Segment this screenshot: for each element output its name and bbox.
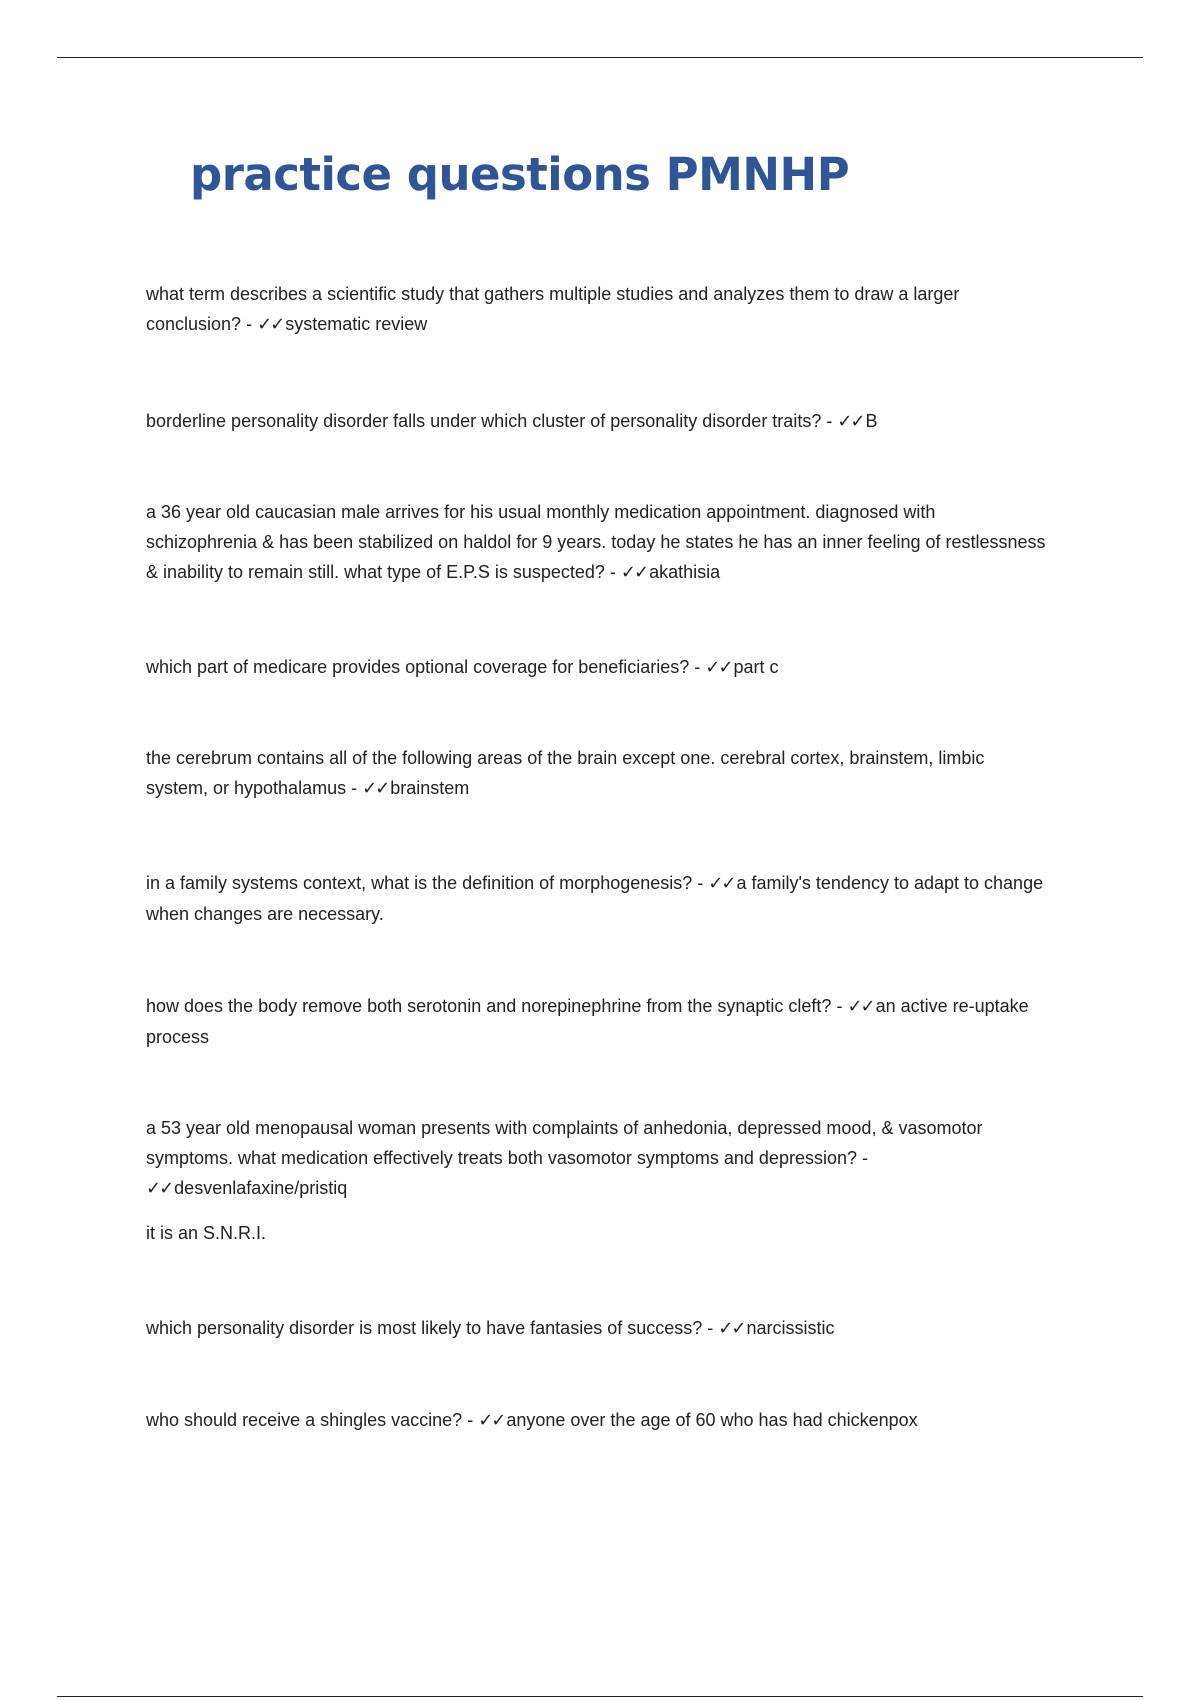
separator: - [241, 314, 258, 334]
answer-text: B [865, 411, 878, 431]
separator: - [346, 778, 363, 798]
qa-item [146, 1313, 1046, 1344]
qa-item [146, 1113, 1046, 1248]
answer-text: systematic review [285, 314, 428, 334]
double-check-icon: ✓✓ [705, 657, 732, 678]
question-text: which personality disorder is most likely to have fantasies of success? [146, 1318, 703, 1338]
question-text: how does the body remove both serotonin and norepinephrine from the synaptic cleft? [146, 996, 832, 1016]
separator: - [692, 873, 709, 893]
qa-item [146, 652, 1046, 683]
double-check-icon: ✓✓ [478, 1410, 505, 1431]
qa-item [146, 743, 1046, 804]
qa-item [146, 406, 1046, 437]
separator: - [689, 657, 706, 677]
question-text: who should receive a shingles vaccine? [146, 1410, 463, 1430]
separator: - [857, 1148, 868, 1168]
answer-note: it is an S.N.R.I. [146, 1223, 267, 1243]
double-check-icon: ✓✓ [620, 562, 648, 583]
question-text: which part of medicare provides optional coverage for beneficiaries? [146, 657, 690, 677]
answer-text: akathisia [649, 562, 721, 582]
qa-item [146, 1405, 1046, 1436]
qa-item [146, 991, 1046, 1052]
qa-item [146, 868, 1046, 929]
separator: - [821, 411, 838, 431]
top-rule [57, 57, 1143, 58]
answer-text: a family's tendency to adapt to change when changes are necessary. [146, 873, 1044, 924]
double-check-icon: ✓✓ [837, 411, 864, 432]
answer-text: anyone over the age of 60 who has had chickenpox [506, 1410, 918, 1430]
qa-item [146, 279, 1046, 340]
double-check-icon: ✓✓ [718, 1318, 745, 1339]
double-check-icon: ✓✓ [362, 778, 389, 799]
question-text: a 53 year old menopausal woman presents with complaints of anhedonia, depressed mood, & vasomotor symptoms. what medication effectively treats both vasomotor symptoms and depression? [146, 1118, 983, 1168]
answer-text: brainstem [390, 778, 470, 798]
page-title: practice questions PMNHP [190, 148, 850, 201]
question-text: borderline personality disorder falls under which cluster of personality disorder traits? [146, 411, 822, 431]
question-text: the cerebrum contains all of the following areas of the brain except one. cerebral cortex, brainstem, limbic system, or hypothalamus [146, 748, 985, 798]
answer-text: part c [733, 657, 779, 677]
bottom-rule [57, 1696, 1143, 1697]
double-check-icon: ✓✓ [146, 1178, 173, 1199]
qa-item [146, 497, 1046, 588]
answer-text: an active re-uptake process [146, 996, 1029, 1047]
double-check-icon: ✓✓ [257, 314, 284, 335]
question-text: in a family systems context, what is the definition of morphogenesis? [146, 873, 693, 893]
answer-text: desvenlafaxine/pristiq [174, 1178, 348, 1198]
separator: - [604, 562, 621, 582]
double-check-icon: ✓✓ [708, 873, 735, 894]
separator: - [462, 1410, 479, 1430]
question-text: what term describes a scientific study that gathers multiple studies and analyzes them to draw a larger conclusion? [146, 284, 960, 334]
separator: - [702, 1318, 719, 1338]
answer-text: narcissistic [746, 1318, 835, 1338]
question-text: a 36 year old caucasian male arrives for his usual monthly medication appointment. diagnosed with schizophrenia & has been stabilized on haldol for 9 years. today he states he has an inner feeling of restlessness & inability to remain still. what type of E.P.S is suspected? [146, 502, 1046, 582]
double-check-icon: ✓✓ [847, 996, 874, 1017]
separator: - [831, 996, 848, 1016]
